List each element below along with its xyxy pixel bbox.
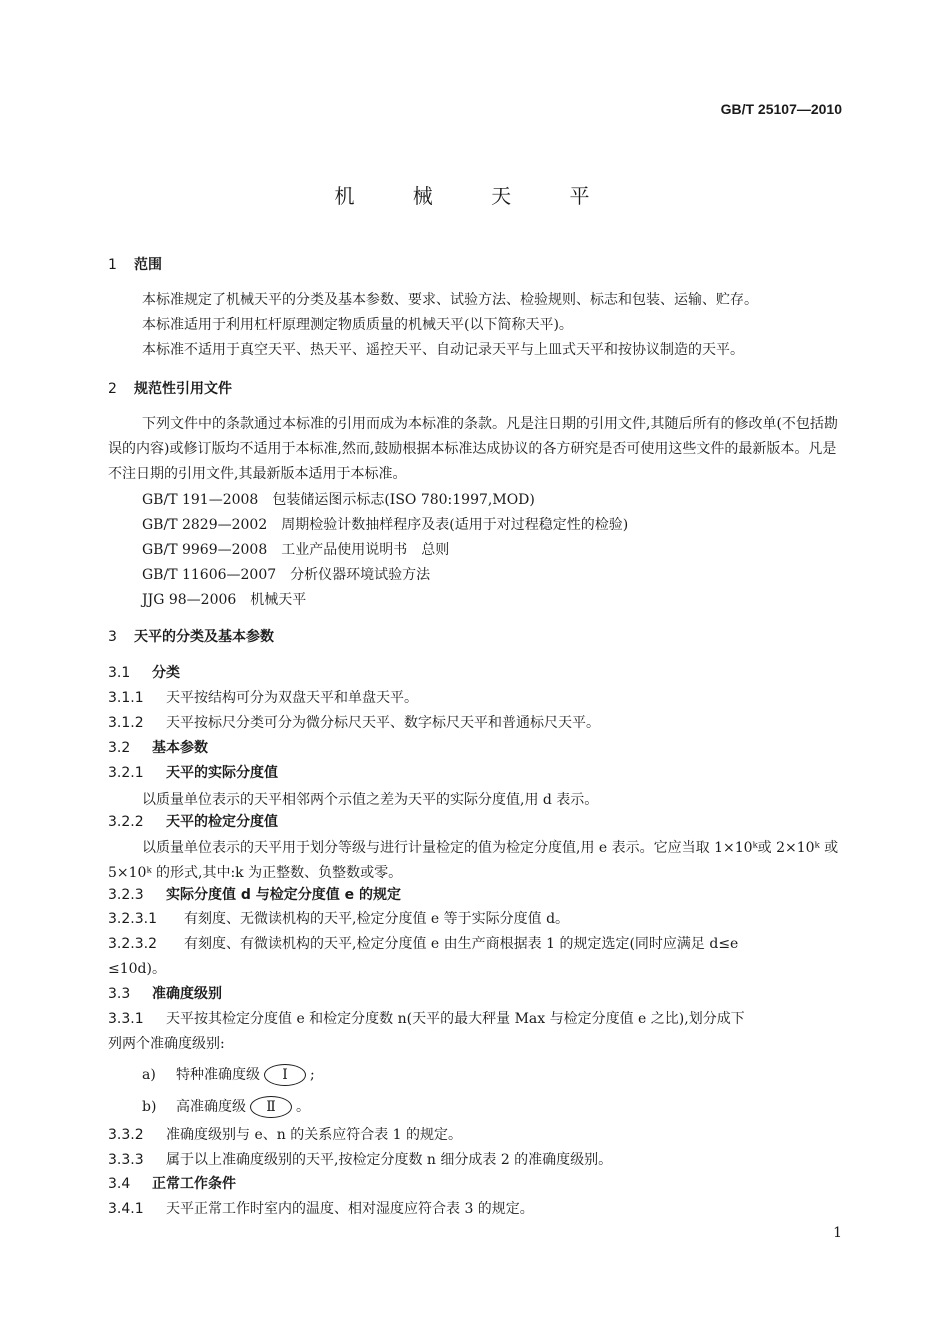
clause-text: 准确度级别与 e、n 的关系应符合表 1 的规定。 <box>166 1127 463 1143</box>
subsection-heading <box>108 985 222 1003</box>
section-3-heading <box>108 628 274 646</box>
list-punctuation: ; <box>310 1067 315 1083</box>
section-title: 规范性引用文件 <box>134 381 232 397</box>
clause-text: 属于以上准确度级别的天平,按检定分度数 n 细分成表 2 的准确度级别。 <box>166 1152 613 1168</box>
clause-number: 3.2.3.1 <box>108 911 157 927</box>
list-item <box>142 1064 315 1086</box>
section-number: 1 <box>108 257 117 273</box>
section-number: 3 <box>108 629 117 645</box>
clause-number: 3.3.2 <box>108 1127 144 1143</box>
section-number: 2 <box>108 381 117 397</box>
clause <box>108 935 738 953</box>
clause-continuation: ≤10d)。 <box>108 961 166 977</box>
clause-text: 天平按其检定分度值 e 和检定分度数 n(天平的最大秤量 Max 与检定分度值 e 之比),划分成下 <box>166 1011 745 1027</box>
clause-number: 3.2.1 <box>108 765 144 781</box>
clause-number: 3.3.3 <box>108 1152 144 1168</box>
clause-continuation: 列两个准确度级别: <box>108 1036 225 1052</box>
list-label: b) <box>142 1099 157 1115</box>
accuracy-class-mark: Ⅰ <box>264 1064 306 1086</box>
reference-item: GB/T 2829—2002 周期检验计数抽样程序及表(适用于对过程稳定性的检验) <box>142 517 629 533</box>
paragraph: 下列文件中的条款通过本标准的引用而成为本标准的条款。凡是注日期的引用文件,其随后所有的修改单(不包括勘误的内容)或修订版均不适用于本标准,然而,鼓励根据本标准达成协议的各方研究是否可使用这些文件的最新版本。凡是不注日期的引用文件,其最新版本适用于本标准。 <box>108 416 838 482</box>
page-number: 1 <box>833 1225 842 1241</box>
clause-text: 有刻度、有微读机构的天平,检定分度值 e 由生产商根据表 1 的规定选定(同时应满足 d≤e <box>184 936 739 952</box>
clause-number: 3.2.3.2 <box>108 936 157 952</box>
section-title: 天平的分类及基本参数 <box>134 629 274 645</box>
section-2-heading <box>108 380 232 398</box>
section-title: 范围 <box>134 257 162 273</box>
clause-number: 3.4.1 <box>108 1201 144 1217</box>
clause <box>108 1010 745 1028</box>
clause-text: 天平按标尺分类可分为微分标尺天平、数字标尺天平和普通标尺天平。 <box>166 715 600 731</box>
clause <box>108 714 600 732</box>
list-punctuation: 。 <box>296 1099 310 1115</box>
standard-number: GB/T 25107—2010 <box>720 101 842 117</box>
subsection-title: 正常工作条件 <box>152 1176 236 1192</box>
clause-title: 实际分度值 d 与检定分度值 e 的规定 <box>166 887 402 903</box>
clause-number: 3.1.2 <box>108 715 144 731</box>
clause <box>108 910 569 928</box>
clause-heading <box>108 764 278 782</box>
subsection-title: 分类 <box>152 665 180 681</box>
subsection-heading <box>108 664 180 682</box>
clause-text: 天平正常工作时室内的温度、相对湿度应符合表 3 的规定。 <box>166 1201 534 1217</box>
clause <box>108 1126 462 1144</box>
accuracy-class-mark: Ⅱ <box>250 1096 292 1118</box>
list-label: a) <box>142 1067 156 1083</box>
clause-number: 3.3.1 <box>108 1011 144 1027</box>
list-text: 特种准确度级 <box>176 1067 260 1083</box>
reference-item: GB/T 191—2008 包装储运图示标志(ISO 780:1997,MOD) <box>142 492 535 508</box>
subsection-number: 3.2 <box>108 740 131 756</box>
clause-title: 天平的检定分度值 <box>166 814 278 830</box>
list-item <box>142 1096 310 1118</box>
reference-item: JJG 98—2006 机械天平 <box>142 592 307 608</box>
section-1-heading <box>108 256 162 274</box>
clause <box>108 1200 534 1218</box>
subsection-number: 3.4 <box>108 1176 131 1192</box>
paragraph: 以质量单位表示的天平用于划分等级与进行计量检定的值为检定分度值,用 e 表示。它应当取 1×10ᵏ或 2×10ᵏ 或 5×10ᵏ 的形式,其中:k 为正整数、负整数或零。 <box>108 840 839 881</box>
document-title: 机 械 天 平 <box>334 184 616 208</box>
clause-text: 有刻度、无微读机构的天平,检定分度值 e 等于实际分度值 d。 <box>184 911 570 927</box>
clause-heading <box>108 813 278 831</box>
subsection-number: 3.1 <box>108 665 131 681</box>
clause-text: 天平按结构可分为双盘天平和单盘天平。 <box>166 690 418 706</box>
subsection-heading <box>108 1175 236 1193</box>
clause-number: 3.2.3 <box>108 887 144 903</box>
list-text: 高准确度级 <box>176 1099 246 1115</box>
clause-title: 天平的实际分度值 <box>166 765 278 781</box>
reference-item: GB/T 9969—2008 工业产品使用说明书 总则 <box>142 542 450 558</box>
reference-item: GB/T 11606—2007 分析仪器环境试验方法 <box>142 567 431 583</box>
clause-heading <box>108 886 401 904</box>
clause <box>108 689 418 707</box>
clause-number: 3.1.1 <box>108 690 144 706</box>
subsection-title: 准确度级别 <box>152 986 222 1002</box>
clause <box>108 1151 612 1169</box>
paragraph: 本标准规定了机械天平的分类及基本参数、要求、试验方法、检验规则、标志和包装、运输、贮存。 <box>142 292 758 308</box>
subsection-title: 基本参数 <box>152 740 208 756</box>
paragraph: 以质量单位表示的天平相邻两个示值之差为天平的实际分度值,用 d 表示。 <box>142 792 599 808</box>
paragraph: 本标准不适用于真空天平、热天平、遥控天平、自动记录天平与上皿式天平和按协议制造的天平。 <box>142 342 744 358</box>
paragraph: 本标准适用于利用杠杆原理测定物质质量的机械天平(以下简称天平)。 <box>142 317 573 333</box>
subsection-heading <box>108 739 208 757</box>
subsection-number: 3.3 <box>108 986 131 1002</box>
clause-number: 3.2.2 <box>108 814 144 830</box>
